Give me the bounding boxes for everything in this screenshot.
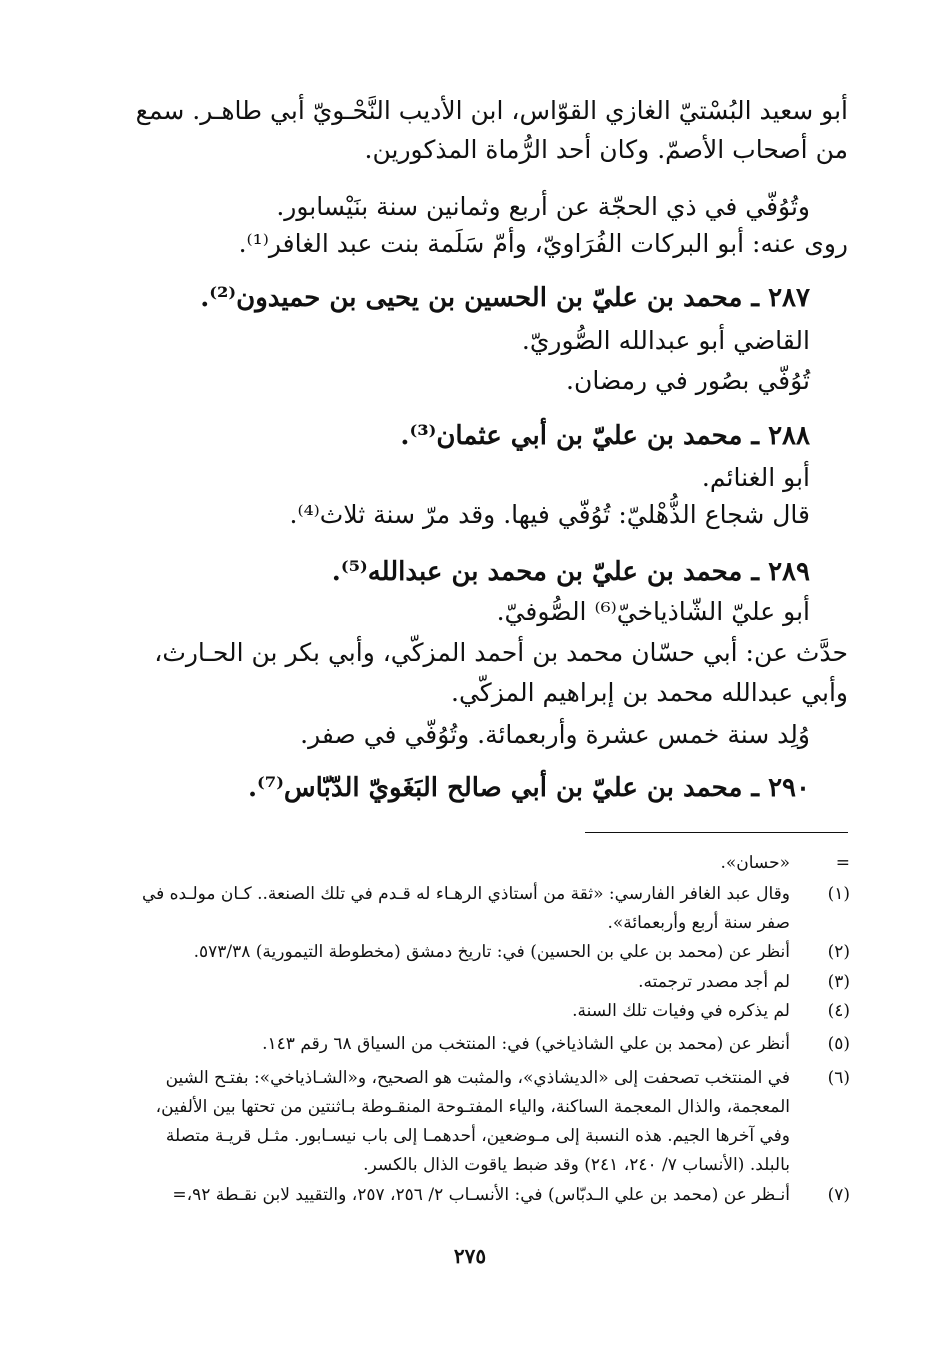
text-line: تُوُفّي بصُور في رمضان.: [566, 366, 810, 395]
entry-heading-289: ٢٨٩ ـ محمد بن عليّ بن محمد بن عبدالله⁽⁵⁾.: [331, 557, 810, 587]
text-line: أبو عليّ الشّاذياخيّ⁽⁶⁾ الصُّوفيّ.: [496, 597, 810, 626]
footnote-number: (٣): [827, 972, 850, 992]
footnote-text: بالبلد. (الأنساب ٧/ ٢٤٠، ٢٤١) وقد ضبط ياقوت الذال بالكسر.: [363, 1155, 790, 1175]
text-line: من أصحاب الأصمّ. وكان أحد الرُّماة المذكورين.: [364, 135, 848, 164]
footnote-text: أنظر عن (محمد بن علي بن الحسين) في: تاريخ دمشق (مخطوطة التيمورية) ٥٧٣/٣٨.: [193, 942, 790, 962]
page-number: ٢٧٥: [453, 1244, 487, 1268]
footnote-number: (٥): [827, 1034, 850, 1054]
footnote-text: لم أجد مصدر ترجمته.: [638, 972, 790, 992]
footnote-number: (٢): [827, 942, 850, 962]
text-line: أبو الغنائم.: [701, 463, 810, 492]
footnote-number: (٦): [827, 1068, 850, 1088]
text-line: القاضي أبو عبدالله الصُّوريّ.: [521, 326, 810, 355]
text-line: قال شجاع الذُّهْليّ: تُوُفّي فيها. وقد مرّ سنة ثلاث⁽⁴⁾.: [289, 500, 810, 529]
footnote-text: أنظر عن (محمد بن علي الشاذياخي) في: المنتخب من السياق ٦٨ رقم ١٤٣.: [262, 1034, 790, 1054]
footnote-number: (٤): [827, 1001, 850, 1021]
text-line: حدَّث عن: أبي حسّان محمد بن أحمد المزكّي، وأبي بكر بن الحـارث،: [154, 638, 848, 667]
text-line: وتُوُفّي في ذي الحجّة عن أربع وثمانين سنة بنَيْسابور.: [276, 192, 810, 221]
entry-heading-290: ٢٩٠ ـ محمد بن عليّ بن أبي صالح البَغَويّ الدّبّاس⁽⁷⁾.: [248, 773, 810, 803]
text-line: أبو سعيد البُسْتيّ الغازي القوّاس، ابن الأديب النَّحْـويّ أبي طاهـر. سمع: [135, 96, 848, 125]
footnote-number: (٧): [827, 1185, 850, 1205]
footnote-text: صفر سنة أربع وأربعمائة».: [607, 913, 790, 933]
entry-heading-288: ٢٨٨ ـ محمد بن عليّ بن أبي عثمان⁽³⁾.: [400, 421, 810, 451]
footnote-text: في المنتخب تصحفت إلى «الديشاذي»، والمثبت هو الصحيح، و«الشـاذياخي»: بفتـح الشين: [165, 1068, 790, 1088]
footnote-text: أنـظر عن (محمد بن علي الـدبّاس) في: الأنسـاب ٢/ ٢٥٦، ٢٥٧، والتقييد لابن نقـطة ٩٢،=: [172, 1185, 790, 1205]
text-line: روى عنه: أبو البركات الفُرَاويّ، وأمّ سَلَمة بنت عبد الغافر⁽¹⁾.: [238, 229, 848, 258]
footnote-text: «حسان».: [720, 853, 790, 873]
footnote-separator: [585, 832, 848, 833]
text-line: وُلِد سنة خمس عشرة وأربعمائة. وتُوُفّي في صفر.: [300, 720, 810, 749]
footnote-text: المعجمة، والذال المعجمة الساكنة، والياء المفتـوحة المنقـوطة بـاثنتين من تحتها بين الألفين،: [155, 1097, 790, 1117]
footnote-text: لم يذكره في وفيات تلك السنة.: [572, 1001, 790, 1021]
footnote-number: (١): [827, 884, 850, 904]
entry-heading-287: ٢٨٧ ـ محمد بن عليّ بن الحسين بن يحيى بن حميدون⁽²⁾.: [200, 283, 810, 313]
text-line: وأبي عبدالله محمد بن إبراهيم المزكّي.: [451, 678, 848, 707]
footnote-number: =: [835, 853, 850, 873]
footnote-text: وفي آخرها الجيم. هذه النسبة إلى مـوضعين، أحدهمـا إلى باب نيسـابور. مثـل قريـة متصلة: [165, 1126, 790, 1146]
footnote-text: وقال عبد الغافر الفارسي: «ثقة من أستاذي الرهـاء له قـدم في تلك الصنعة.. كـان مولـده في: [141, 884, 790, 904]
